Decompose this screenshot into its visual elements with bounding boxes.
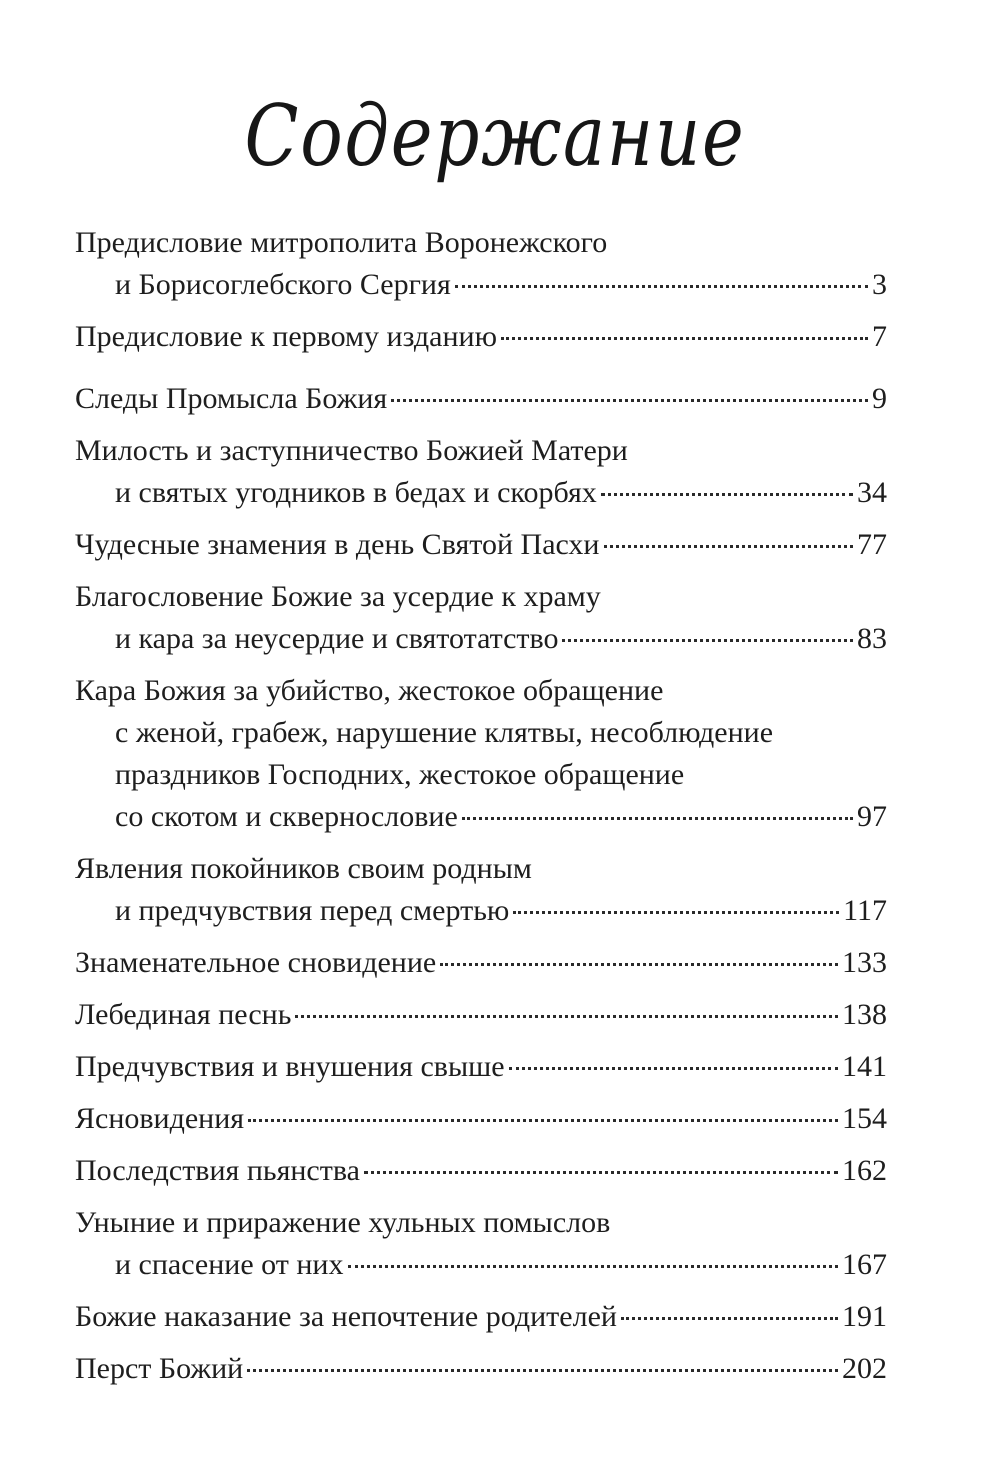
- toc-entry: [75, 1296, 887, 1338]
- page-title: Содержание: [244, 87, 746, 185]
- toc-entry: [75, 576, 887, 660]
- toc-page-number: 117: [843, 894, 887, 927]
- toc-entry-text: со скотом и сквернословие: [115, 800, 458, 833]
- toc-entry: [75, 1046, 887, 1088]
- toc-page-number: 191: [842, 1300, 887, 1333]
- dot-leader: [513, 911, 839, 914]
- toc-entry: [75, 316, 887, 358]
- toc-entry: [75, 942, 887, 984]
- toc-page-number: 97: [857, 800, 887, 833]
- toc-entry: [75, 222, 887, 306]
- toc-entry: [75, 1348, 887, 1390]
- toc-entry: [75, 1098, 887, 1140]
- toc-entry-text: Божие наказание за непочтение родителей: [75, 1300, 617, 1333]
- toc-page-number: 34: [857, 476, 887, 509]
- dot-leader: [562, 639, 853, 642]
- toc-entry: [75, 524, 887, 566]
- toc-page-number: 7: [872, 320, 887, 353]
- toc-entry-text: Уныние и приражение хульных помыслов: [75, 1206, 611, 1239]
- toc-entry-text: и кара за неусердие и святотатство: [115, 622, 559, 655]
- toc-page-number: 141: [842, 1050, 887, 1083]
- toc-page-number: 138: [842, 998, 887, 1031]
- toc-page-number: 167: [842, 1248, 887, 1281]
- dot-leader: [364, 1171, 838, 1174]
- toc-page-number: 154: [842, 1102, 887, 1135]
- toc-entry-text: Предчувствия и внушения свыше: [75, 1050, 505, 1083]
- dot-leader: [295, 1015, 838, 1018]
- toc-page-number: 9: [872, 382, 887, 415]
- toc-page-number: 202: [842, 1352, 887, 1385]
- toc-entry-text: и святых угодников в бедах и скорбях: [115, 476, 597, 509]
- toc-page-number: 162: [842, 1154, 887, 1187]
- toc-entry-text: Кара Божия за убийство, жестокое обращение: [75, 674, 664, 707]
- toc-entry-text: Предисловие к первому изданию: [75, 320, 498, 353]
- toc-page-number: 133: [842, 946, 887, 979]
- dot-leader: [501, 337, 868, 340]
- dot-leader: [247, 1369, 838, 1372]
- toc-page-number: 83: [857, 622, 887, 655]
- toc-entry-text: и предчувствия перед смертью: [115, 894, 510, 927]
- toc-page-number: 77: [857, 528, 887, 561]
- toc-entry: [75, 848, 887, 932]
- toc-entry: [75, 378, 887, 420]
- toc-page-number: 3: [872, 268, 887, 301]
- dot-leader: [248, 1119, 838, 1122]
- toc-entry-text: Чудесные знамения в день Святой Пасхи: [75, 528, 600, 561]
- toc-entry-text: Перст Божий: [75, 1352, 244, 1385]
- toc-entry-text: Явления покойников своим родным: [75, 852, 532, 885]
- toc-entry-text: Предисловие митрополита Воронежского: [75, 226, 608, 259]
- toc-entry: [75, 430, 887, 514]
- toc-entry-text: Милость и заступничество Божией Матери: [75, 434, 628, 467]
- toc-entry-text: Следы Промысла Божия: [75, 382, 388, 415]
- dot-leader: [509, 1067, 838, 1070]
- dot-leader: [462, 817, 853, 820]
- toc-entry-text: с женой, грабеж, нарушение клятвы, несоблюдение: [115, 716, 774, 749]
- toc-entry-text: Ясновидения: [75, 1102, 245, 1135]
- dot-leader: [455, 285, 868, 288]
- table-of-contents: [75, 222, 887, 1390]
- dot-leader: [348, 1265, 839, 1268]
- dot-leader: [604, 545, 854, 548]
- toc-entry-text: и Борисоглебского Сергия: [115, 268, 451, 301]
- toc-entry: [75, 994, 887, 1036]
- dot-leader: [601, 493, 853, 496]
- toc-entry-text: Лебединая песнь: [75, 998, 292, 1031]
- dot-leader: [391, 399, 868, 402]
- dot-leader: [621, 1317, 838, 1320]
- toc-entry-text: и спасение от них: [115, 1248, 344, 1281]
- toc-entry: [75, 670, 887, 838]
- toc-entry-text: праздников Господних, жестокое обращение: [115, 758, 685, 791]
- toc-entry-text: Знаменательное сновидение: [75, 946, 437, 979]
- toc-entry-text: Благословение Божие за усердие к храму: [75, 580, 601, 613]
- toc-entry: [75, 1202, 887, 1286]
- toc-entry-text: Последствия пьянства: [75, 1154, 360, 1187]
- toc-entry: [75, 1150, 887, 1192]
- dot-leader: [440, 963, 838, 966]
